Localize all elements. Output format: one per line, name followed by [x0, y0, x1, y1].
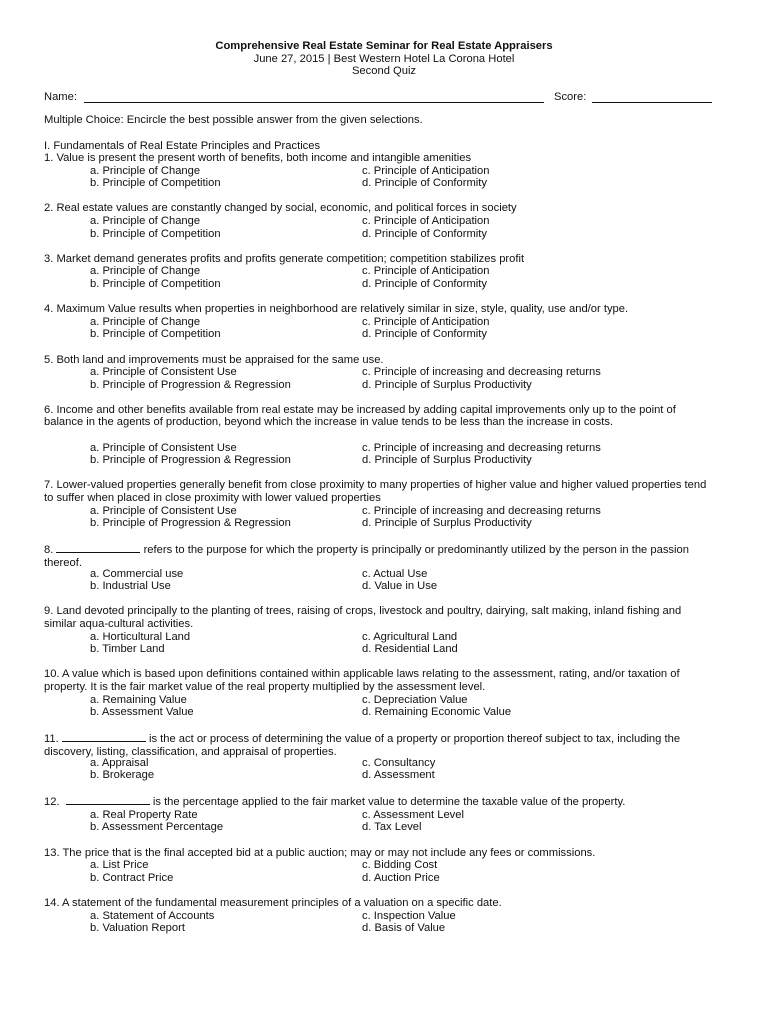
option-b[interactable]: b. Principle of Competition [90, 177, 221, 190]
option-a[interactable]: a. Principle of Consistent Use [90, 504, 237, 517]
option-a[interactable]: a. Principle of Change [90, 265, 201, 278]
option-d[interactable]: d. Principle of Conformity [362, 227, 487, 240]
question-text: 14. A statement of the fundamental measurement principles of a valuation on a specific date. [44, 897, 502, 910]
question-text: 7. Lower-valued properties generally benefit from close proximity to many properties of higher value and higher valued properties tend to suffer when placed in close proximity with lower valued properties [44, 479, 707, 505]
option-d[interactable]: d. Tax Level [362, 821, 422, 834]
question-2 [44, 202, 716, 240]
option-b[interactable]: b. Principle of Competition [90, 328, 221, 341]
option-c[interactable]: c. Agricultural Land [362, 630, 458, 643]
question-text: 9. Land devoted principally to the planting of trees, raising of crops, livestock and poultry, dairying, salt making, inland fishing and similar aqua-cultural activities. [44, 605, 682, 630]
option-d[interactable]: d. Principle of Surplus Productivity [362, 517, 532, 530]
question-8 [44, 542, 716, 592]
option-b[interactable]: b. Contract Price [90, 871, 174, 884]
option-c[interactable]: c. Principle of Anticipation [362, 164, 490, 177]
question-text: 4. Maximum Value results when properties in neighborhood are relatively similar in size, style, quality, use and/or type. [44, 303, 629, 316]
question-7 [44, 479, 716, 529]
option-d[interactable]: d. Residential Land [362, 643, 458, 656]
option-c[interactable]: c. Principle of increasing and decreasing returns [362, 504, 601, 517]
name-field-line[interactable] [84, 91, 544, 103]
option-c[interactable]: c. Principle of Anticipation [362, 265, 490, 278]
question-13 [44, 847, 716, 885]
instructions: Multiple Choice: Encircle the best possible answer from the given selections. [44, 114, 423, 126]
question-text: is the act or process of determining the value of a property or proportion thereof subject to tax, including the discovery, listing, classification, and appraisal of properties. [44, 733, 681, 758]
option-d[interactable]: d. Principle of Surplus Productivity [362, 378, 532, 391]
option-b[interactable]: b. Principle of Progression & Regression [90, 454, 291, 467]
option-b[interactable]: b. Valuation Report [90, 922, 185, 935]
section-title: I. Fundamentals of Real Estate Principles and Practices [44, 140, 321, 152]
question-14 [44, 897, 716, 935]
option-a[interactable]: a. Real Property Rate [90, 808, 198, 821]
option-b[interactable]: b. Assessment Percentage [90, 821, 224, 834]
question-1 [44, 152, 716, 190]
option-d[interactable]: d. Auction Price [362, 871, 440, 884]
option-d[interactable]: d. Principle of Conformity [362, 177, 487, 190]
option-b[interactable]: b. Assessment Value [90, 706, 194, 719]
option-d[interactable]: d. Value in Use [362, 580, 438, 593]
date-venue: June 27, 2015 | Best Western Hotel La Corona Hotel [253, 52, 515, 65]
question-text: 6. Income and other benefits available from real estate may be increased by adding capital improvements only up to the point of balance in the agents of production, beyond which the increase in value tends to be less than the increase in costs. [44, 403, 676, 429]
option-d[interactable]: d. Principle of Conformity [362, 328, 487, 341]
option-d[interactable]: d. Assessment [362, 769, 435, 782]
question-text: 3. Market demand generates profits and profits generate competition; competition stabilizes profit [44, 252, 525, 265]
option-b[interactable]: b. Brokerage [90, 769, 155, 782]
option-a[interactable]: a. Statement of Accounts [90, 909, 215, 922]
question-text: 10. A value which is based upon definitions contained within applicable laws relating to the assessment, rating, and/or taxation of property. It is the fair market value of the real property multiplied by the assessment level. [44, 668, 680, 693]
option-a[interactable]: a. Appraisal [90, 756, 149, 769]
option-c[interactable]: c. Principle of Anticipation [362, 214, 490, 227]
option-d[interactable]: d. Principle of Conformity [362, 277, 487, 290]
option-b[interactable]: b. Principle of Competition [90, 277, 221, 290]
score-field-line[interactable] [592, 91, 712, 103]
option-b[interactable]: b. Principle of Progression & Regression [90, 378, 291, 391]
option-c[interactable]: c. Assessment Level [362, 808, 464, 821]
question-text: 2. Real estate values are constantly changed by social, economic, and political forces in society [44, 202, 517, 215]
answer-blank[interactable] [66, 794, 150, 805]
answer-blank[interactable] [62, 731, 146, 742]
option-a[interactable]: a. Principle of Consistent Use [90, 441, 237, 454]
question-text: 1. Value is present the present worth of benefits, both income and intangible amenities [44, 152, 472, 164]
option-c[interactable]: c. Inspection Value [362, 909, 456, 922]
option-a[interactable]: a. Remaining Value [90, 693, 187, 706]
option-c[interactable]: c. Principle of increasing and decreasing returns [362, 441, 601, 454]
option-c[interactable]: c. Bidding Cost [362, 859, 438, 872]
name-label: Name: [44, 91, 77, 103]
question-number: 12. [44, 796, 60, 809]
question-list [44, 152, 716, 947]
option-b[interactable]: b. Principle of Progression & Regression [90, 517, 291, 530]
question-text: refers to the purpose for which the property is principally or predominantly utilized by the person in the passion thereof. [44, 544, 689, 570]
option-d[interactable]: d. Principle of Surplus Productivity [362, 454, 532, 467]
question-11 [44, 731, 716, 781]
option-b[interactable]: b. Timber Land [90, 643, 165, 656]
option-a[interactable]: a. List Price [90, 859, 149, 872]
option-d[interactable]: d. Remaining Economic Value [362, 706, 512, 719]
option-c[interactable]: c. Depreciation Value [362, 693, 468, 706]
option-b[interactable]: b. Industrial Use [90, 580, 171, 593]
option-c[interactable]: c. Consultancy [362, 756, 436, 769]
answer-blank[interactable] [56, 542, 140, 553]
option-a[interactable]: a. Commercial use [90, 567, 184, 580]
quiz-label: Second Quiz [351, 65, 417, 77]
option-a[interactable]: a. Horticultural Land [90, 630, 191, 643]
question-5 [44, 354, 716, 392]
option-c[interactable]: c. Principle of Anticipation [362, 315, 490, 328]
option-a[interactable]: a. Principle of Change [90, 214, 201, 227]
name-score-row [44, 91, 714, 105]
question-number: 11. [44, 733, 59, 746]
option-a[interactable]: a. Principle of Consistent Use [90, 366, 237, 379]
question-12 [44, 794, 716, 834]
option-a[interactable]: a. Principle of Change [90, 315, 201, 328]
option-c[interactable]: c. Principle of increasing and decreasing returns [362, 366, 601, 379]
question-text: 5. Both land and improvements must be appraised for the same use. [44, 353, 384, 366]
question-number: 8. [44, 544, 54, 557]
option-c[interactable]: c. Actual Use [362, 567, 428, 580]
question-text: 13. The price that is the final accepted bid at a public auction; may or may not include any fees or commissions. [44, 846, 596, 859]
document-title: Comprehensive Real Estate Seminar for Real Estate Appraisers [215, 40, 553, 52]
score-label: Score: [554, 91, 587, 103]
option-d[interactable]: d. Basis of Value [362, 922, 446, 935]
question-text: is the percentage applied to the fair market value to determine the taxable value of the property. [152, 796, 626, 809]
question-6 [44, 404, 716, 467]
question-4 [44, 303, 716, 341]
document-header [0, 40, 768, 78]
option-b[interactable]: b. Principle of Competition [90, 227, 221, 240]
question-10 [44, 668, 716, 718]
question-9 [44, 605, 716, 655]
question-3 [44, 253, 716, 291]
option-a[interactable]: a. Principle of Change [90, 164, 201, 177]
